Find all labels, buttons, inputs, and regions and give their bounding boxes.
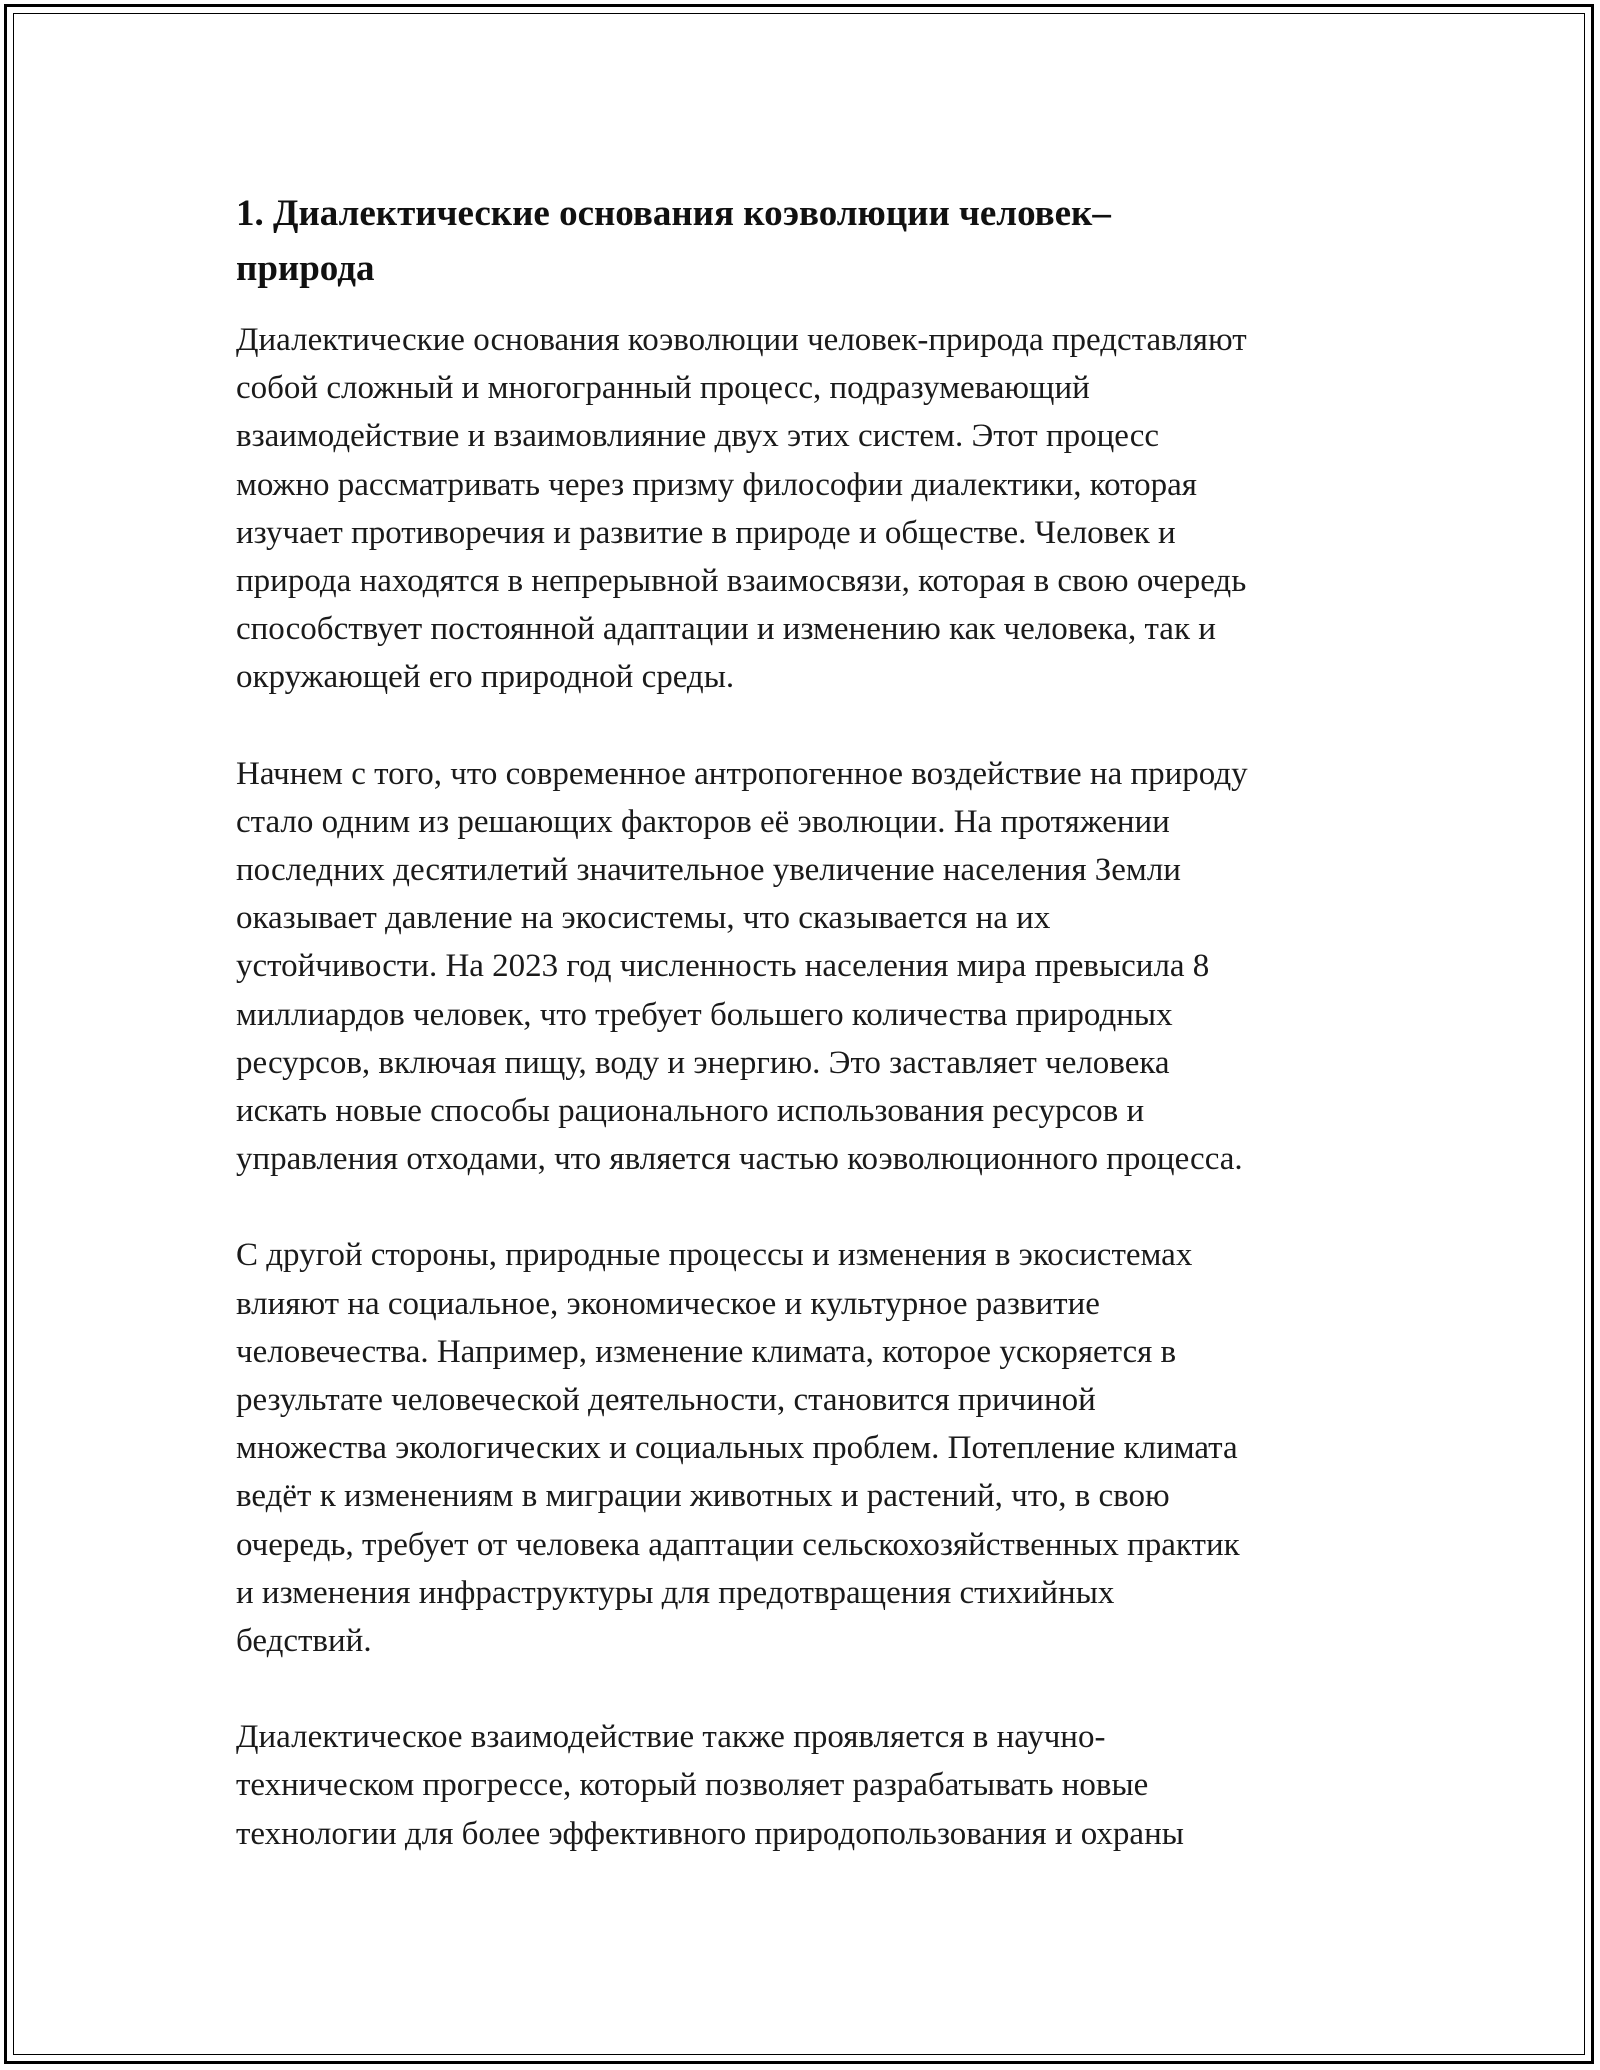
paragraph-line: бедствий. bbox=[236, 1623, 372, 1660]
section-heading bbox=[236, 186, 1396, 296]
paragraph-line: устойчивости. На 2023 год численность населения мира превысила 8 bbox=[236, 948, 1210, 985]
paragraph-line: очередь, требует от человека адаптации сельскохозяйственных практик bbox=[236, 1526, 1240, 1563]
paragraph bbox=[236, 1231, 1396, 1665]
paragraph-line: стало одним из решающих факторов её эволюции. На протяжении bbox=[236, 803, 1170, 840]
paragraph-line: искать новые способы рационального использования ресурсов и bbox=[236, 1093, 1145, 1130]
paragraph-line: влияют на социальное, экономическое и культурное развитие bbox=[236, 1285, 1100, 1322]
paragraph bbox=[236, 316, 1396, 702]
paragraph-line: множества экологических и социальных проблем. Потепление климата bbox=[236, 1430, 1238, 1467]
paragraph-line: последних десятилетий значительное увеличение населения Земли bbox=[236, 852, 1181, 889]
paragraph-line: Диалектические основания коэволюции человек-природа представляют bbox=[236, 322, 1247, 358]
paragraph-line: можно рассматривать через призму философии диалектики, которая bbox=[236, 466, 1197, 503]
paragraph-line: результате человеческой деятельности, становится причиной bbox=[236, 1382, 1096, 1419]
paragraph-line: природа находятся в непрерывной взаимосвязи, которая в свою очередь bbox=[236, 563, 1247, 600]
paragraph-line: окружающей его природной среды. bbox=[236, 659, 735, 696]
paragraph-line: ресурсов, включая пищу, воду и энергию. Это заставляет человека bbox=[236, 1044, 1170, 1081]
section-heading-line-1: 1. Диалектические основания коэволюции человек– bbox=[236, 193, 1111, 234]
paragraph-line: технологии для более эффективного природопользования и охраны bbox=[236, 1815, 1184, 1852]
paragraph-line: С другой стороны, природные процессы и изменения в экосистемах bbox=[236, 1237, 1193, 1274]
paragraph-line: Диалектическое взаимодействие также проявляется в научно- bbox=[236, 1719, 1106, 1756]
paragraph-line: Начнем с того, что современное антропогенное воздействие на природу bbox=[236, 755, 1248, 792]
paragraph-line: техническом прогрессе, который позволяет разрабатывать новые bbox=[236, 1767, 1149, 1804]
paragraph bbox=[236, 750, 1396, 1184]
paragraph-line: изучает противоречия и развитие в природе и обществе. Человек и bbox=[236, 514, 1176, 551]
section-heading-line-2: природа bbox=[236, 248, 375, 289]
paragraph-line: человечества. Например, изменение климата, которое ускоряется в bbox=[236, 1333, 1177, 1370]
paragraph-line: взаимодействие и взаимовлияние двух этих систем. Этот процесс bbox=[236, 418, 1160, 455]
paragraph-line: собой сложный и многогранный процесс, подразумевающий bbox=[236, 370, 1090, 407]
paragraph-line: миллиардов человек, что требует большего количества природных bbox=[236, 996, 1173, 1033]
paragraph-line: ведёт к изменениям в миграции животных и растений, что, в свою bbox=[236, 1478, 1170, 1515]
document-body bbox=[236, 186, 1396, 1906]
paragraphs bbox=[236, 316, 1396, 1858]
paragraph bbox=[236, 1713, 1396, 1858]
paragraph-line: и изменения инфраструктуры для предотвращения стихийных bbox=[236, 1574, 1115, 1611]
paragraph-line: способствует постоянной адаптации и изменению как человека, так и bbox=[236, 611, 1216, 648]
paragraph-line: управления отходами, что является частью коэволюционного процесса. bbox=[236, 1141, 1243, 1178]
paragraph-line: оказывает давление на экосистемы, что сказывается на их bbox=[236, 900, 1051, 937]
